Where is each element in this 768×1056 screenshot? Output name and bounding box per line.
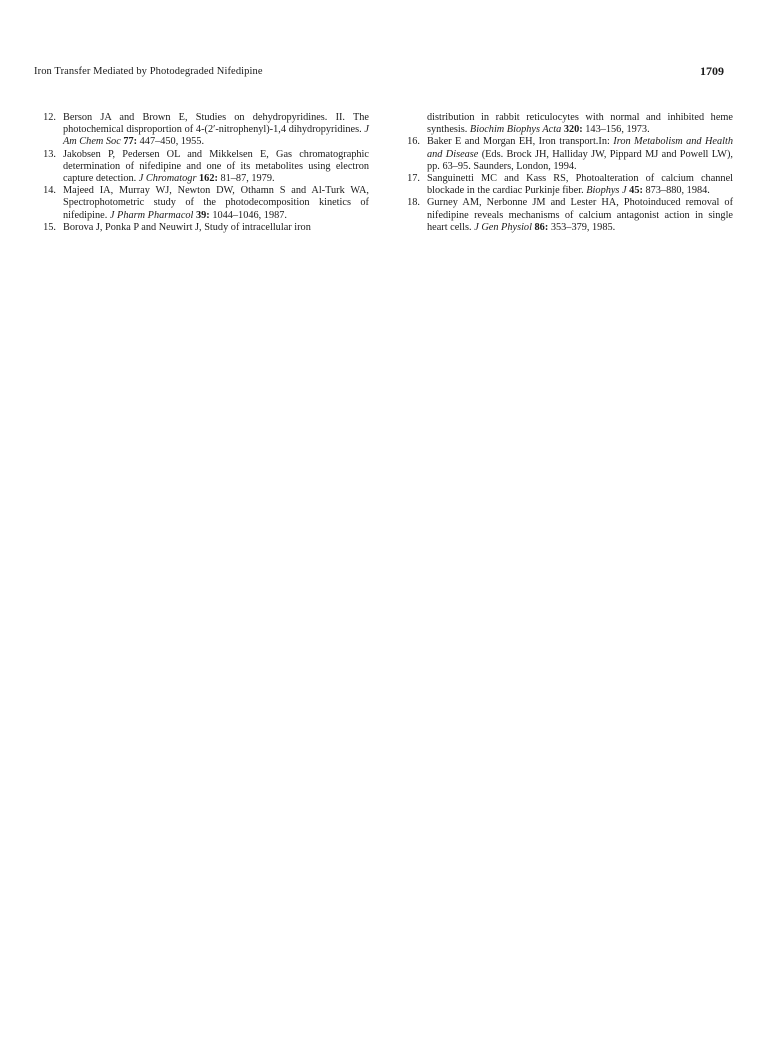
reference-title: Iron transport.In: [538, 136, 610, 148]
reference-title: Studies on dehydropyridines. II. The photochemical disproportion of 4-(2′-nitrophenyl)-1,4 dihydropyridines. [63, 112, 370, 136]
reference-title: Photoinduced removal of nifedipine reveals mechanisms of calcium antagonist action in single heart cells. [427, 197, 734, 233]
reference-editors: (Eds. Brock JH, Halliday JW, Pippard MJ and Powell LW), pp. 63–95. Saunders, London, 1994. [427, 148, 733, 172]
reference-13 [34, 149, 369, 186]
reference-journal: Biochim Biophys Acta [469, 124, 562, 136]
reference-15 [34, 222, 369, 234]
reference-volume: 320: [563, 124, 583, 136]
reference-number: 13. [43, 148, 56, 160]
reference-volume: 77: [123, 136, 138, 148]
reference-authors: Berson JA and Brown E, [63, 112, 188, 123]
reference-authors: Gurney AM, Nerbonne JM and Lester HA, [427, 197, 619, 209]
reference-15-continuation [398, 112, 733, 136]
reference-volume: 162: [199, 173, 218, 185]
reference-authors: Majeed IA, Murray WJ, Newton DW, Othamn S and Al-Turk WA, [63, 185, 369, 197]
reference-pages-year: 873–880, 1984. [645, 185, 710, 197]
reference-journal: J Chromatogr [138, 173, 197, 185]
reference-journal: Biophys J [586, 185, 627, 197]
references-left-column [34, 112, 369, 234]
reference-book-title: Iron Metabolism and Health and Disease [427, 136, 733, 160]
reference-volume: 86: [534, 221, 549, 233]
reference-pages-year: 143–156, 1973. [585, 124, 650, 136]
reference-pages-year: 353–379, 1985. [550, 221, 616, 233]
reference-title: Photoalteration of calcium channel blockade in the cardiac Purkinje fiber. [427, 173, 733, 197]
references-right-column [398, 112, 733, 234]
reference-authors: Baker E and Morgan EH, [427, 136, 536, 148]
reference-pages-year: 81–87, 1979. [220, 173, 275, 185]
page-number: 1709 [700, 64, 724, 78]
reference-18 [398, 197, 733, 234]
reference-authors: Sanguinetti MC and Kass RS, [427, 173, 569, 185]
reference-14 [34, 185, 369, 222]
reference-journal: J Gen Physiol [474, 221, 532, 233]
reference-continuation-text: distribution in rabbit reticulocytes with normal and inhibited heme synthesis. [427, 112, 733, 136]
reference-number: 17. [407, 173, 420, 185]
reference-number: 18. [407, 197, 420, 209]
reference-volume: 45: [629, 185, 643, 197]
reference-journal: J Am Chem Soc [63, 124, 369, 148]
reference-pages-year: 447–450, 1955. [139, 136, 205, 148]
reference-title: Spectrophotometric study of the photodecomposition kinetics of nifedipine. [63, 197, 369, 221]
reference-17 [398, 173, 733, 197]
reference-authors: Jakobsen P, Pedersen OL and Mikkelsen E, [63, 148, 269, 160]
reference-volume: 39: [196, 209, 210, 221]
reference-number: 14. [43, 185, 56, 197]
reference-journal: J Pharm Pharmacol [109, 209, 194, 221]
reference-number: 12. [43, 112, 56, 123]
reference-title: Gas chromatographic determination of nifedipine and one of its metabolites using electron capture detection. [63, 148, 369, 185]
reference-12 [34, 112, 369, 149]
reference-16 [398, 136, 733, 173]
reference-pages-year: 1044–1046, 1987. [212, 209, 287, 221]
reference-number: 16. [407, 136, 420, 148]
reference-text: Borova J, Ponka P and Neuwirt J, Study of intracellular iron [63, 221, 311, 233]
reference-number: 15. [43, 221, 56, 233]
running-title: Iron Transfer Mediated by Photodegraded Nifedipine [34, 66, 263, 77]
